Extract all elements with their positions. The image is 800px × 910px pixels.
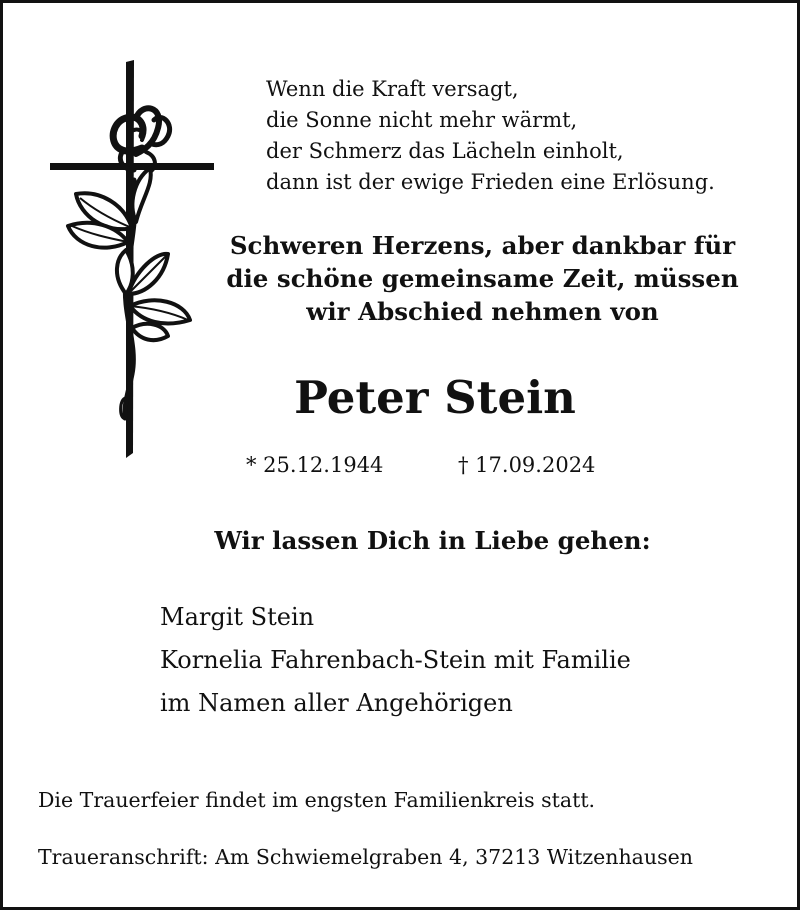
poem-line: Wenn die Kraft versagt, xyxy=(266,77,519,101)
birth-date: * 25.12.1944 xyxy=(246,453,384,477)
poem-line: die Sonne nicht mehr wärmt, xyxy=(266,108,578,132)
announcement-intro xyxy=(210,229,755,328)
farewell-heading: Wir lassen Dich in Liebe gehen: xyxy=(214,526,651,555)
intro-line: die schöne gemeinsame Zeit, müssen xyxy=(226,264,739,293)
deceased-name: Peter Stein xyxy=(294,371,576,424)
intro-line: wir Abschied nehmen von xyxy=(306,297,659,326)
ceremony-note: Die Trauerfeier findet im engsten Familienkreis statt. xyxy=(38,788,596,812)
intro-line: Schweren Herzens, aber dankbar für xyxy=(229,231,736,260)
poem-line: dann ist der ewige Frieden eine Erlösung. xyxy=(266,170,715,194)
poem xyxy=(266,74,766,198)
death-date: † 17.09.2024 xyxy=(458,453,596,477)
poem-line: der Schmerz das Lächeln einholt, xyxy=(266,139,624,163)
cross-with-rose-icon xyxy=(46,58,216,463)
mourner-entry: Margit Stein xyxy=(160,603,315,631)
mourner-entry: im Namen aller Angehörigen xyxy=(160,689,513,717)
mourners-list xyxy=(160,596,760,725)
mourner-entry: Kornelia Fahrenbach-Stein mit Familie xyxy=(160,646,631,674)
mourning-address: Traueranschrift: Am Schwiemelgraben 4, 37213 Witzenhausen xyxy=(38,845,693,869)
